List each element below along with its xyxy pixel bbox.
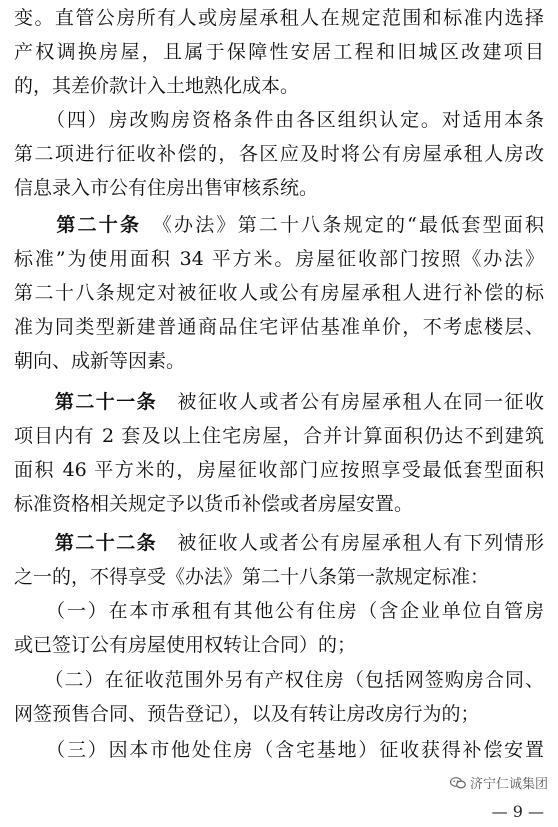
line-text: 第二十八条规定对被征收人或公有房屋承租人进行补偿的标 [14,282,544,304]
text-line [14,492,544,516]
watermark-text: 济宁仁诚集团 [469,777,548,792]
text-line [14,738,544,762]
text-line [14,668,544,692]
text-line [14,176,544,200]
line-text: 第二项进行征收补偿的，各区应及时将公有房屋承租人房改 [14,143,544,165]
text-line [14,702,544,726]
text-line [14,40,544,64]
text-line [14,390,544,414]
article-heading: 第二十一条 [14,391,158,413]
line-text: 面积 46 平方米的，房屋征收部门应按照享受最低套型面积 [14,459,544,481]
line-text: 的，其差价款计入土地熟化成本。 [14,75,300,97]
line-text: 或已签订公有房屋使用权转让合同）的； [14,634,357,656]
text-line [14,599,544,623]
text-line [14,213,544,237]
watermark [450,773,548,792]
line-text: 标准资格相关规定予以货币补偿或者房屋安置。 [14,493,414,515]
text-line [14,74,544,98]
line-text: （三）因本市他处住房（含宅基地）征收获得补偿安置 [14,739,544,761]
line-text: 之一的，不得享受《办法》第二十八条第一款规定标准： [14,566,490,588]
text-line [14,633,544,657]
page-number: — 9 — [491,802,544,821]
line-text: 变。直管公房所有人或房屋承租人在规定范围和标准内选择 [14,7,544,29]
text-line [14,531,544,555]
line-text: 被征收人或者公有房屋承租人有下列情形 [157,532,544,554]
line-text: 朝向、成新等因素。 [14,350,186,372]
line-text: 网签预售合同、预告登记），以及有转让房改房行为的； [14,703,480,725]
article-heading: 第二十二条 [14,532,158,554]
text-line [14,458,544,482]
article-heading: 第二十条 [14,214,142,236]
line-text: 信息录入市公有住房出售审核系统。 [14,177,319,199]
text-line [14,349,544,373]
line-text: 《办法》第二十八条规定的“最低套型面积 [141,214,544,236]
text-line [14,424,544,448]
line-text: 被征收人或者公有房屋承租人在同一征收 [157,391,544,413]
wechat-icon [450,777,466,789]
text-line [14,565,544,589]
line-text: （一）在本市承租有其他公有住房（含企业单位自管房 [14,600,544,622]
text-line [14,108,544,132]
text-line [14,281,544,305]
line-text: 标准”为使用面积 34 平方米。房屋征收部门按照《办法》 [14,248,544,270]
text-line [14,247,544,271]
text-line [14,6,544,30]
line-text: （四）房改购房资格条件由各区组织认定。对适用本条 [14,109,544,131]
line-text: 项目内有 2 套及以上住宅房屋，合并计算面积仍达不到建筑 [14,425,544,447]
page-footer [348,773,548,823]
line-text: 产权调换房屋，且属于保障性安居工程和旧城区改建项目 [14,41,544,63]
line-text: （二）在征收范围外另有产权住房（包括网签购房合同、 [14,669,544,691]
text-line [14,142,544,166]
text-line [14,315,544,339]
line-text: 准为同类型新建普通商品住宅评估基准单价，不考虑楼层、 [14,316,544,338]
